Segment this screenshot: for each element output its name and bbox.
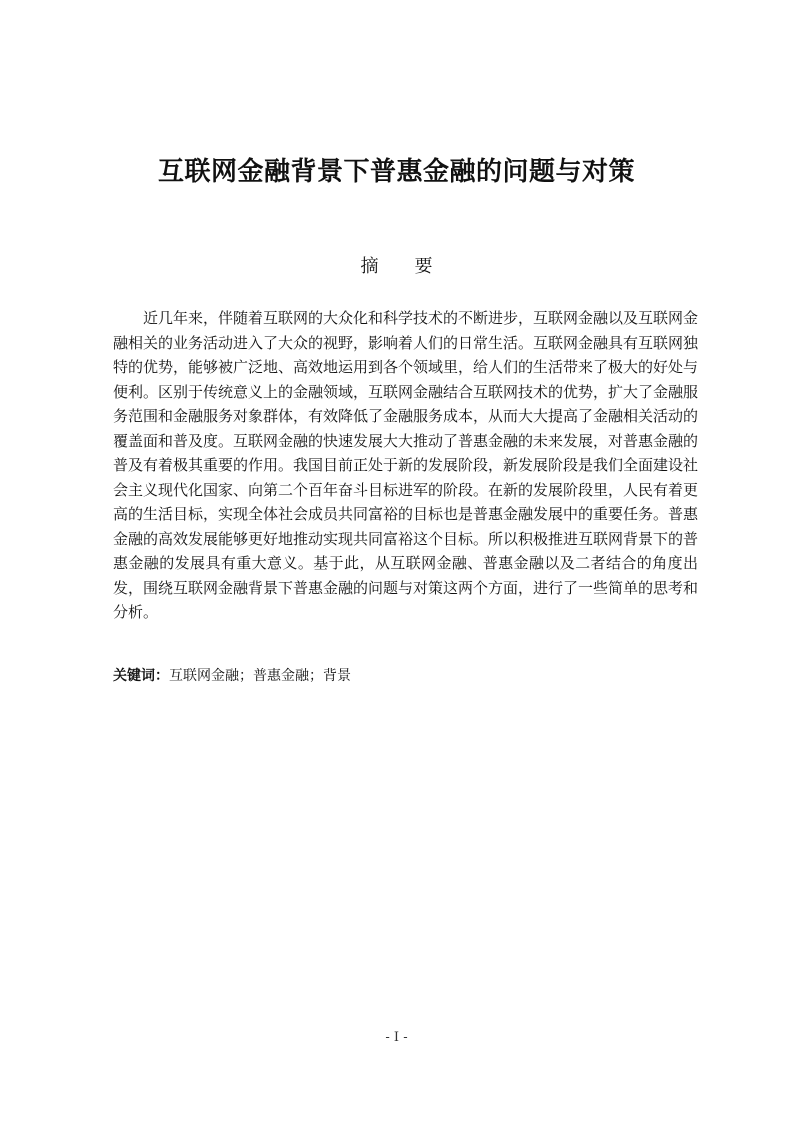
document-title: 互联网金融背景下普惠金融的问题与对策 [157, 157, 635, 187]
keywords-line [113, 664, 698, 688]
page-number: - I - [385, 1030, 408, 1045]
abstract-heading: 摘 要 [360, 256, 433, 277]
abstract-body: 近几年来，伴随着互联网的大众化和科学技术的不断进步，互联网金融以及互联网金融相关的业务活动进入了大众的视野，影响着人们的日常生活。互联网金融具有互联网独特的优势，能够被广泛地、高效地运用到各个领域里，给人们的生活带来了极大的好处与便利。区别于传统意义上的金融领域，互联网金融结合互联网技术的优势，扩大了金融服务范围和金融服务对象群体，有效降低了金融服务成本，从而大大提高了金融相关活动的覆盖面和普及度。互联网金融的快速发展大大推动了普惠金融的未来发展，对普惠金融的普及有着极其重要的作用。我国目前正处于新的发展阶段，新发展阶段是我们全面建设社会主义现代化国家、向第二个百年奋斗目标进军的阶段。在新的发展阶段里，人民有着更高的生活目标，实现全体社会成员共同富裕的目标也是普惠金融发展中的重要任务。普惠金融的高效发展能够更好地推动实现共同富裕这个目标。所以积极推进互联网背景下的普惠金融的发展具有重大意义。基于此，从互联网金融、普惠金融以及二者结合的角度出发，围绕互联网金融背景下普惠金融的问题与对策这两个方面，进行了一些简单的思考和分析。 [113, 309, 699, 621]
keywords-label: 关键词： [113, 668, 169, 684]
keywords-text: 互联网金融；普惠金融；背景 [169, 668, 351, 684]
